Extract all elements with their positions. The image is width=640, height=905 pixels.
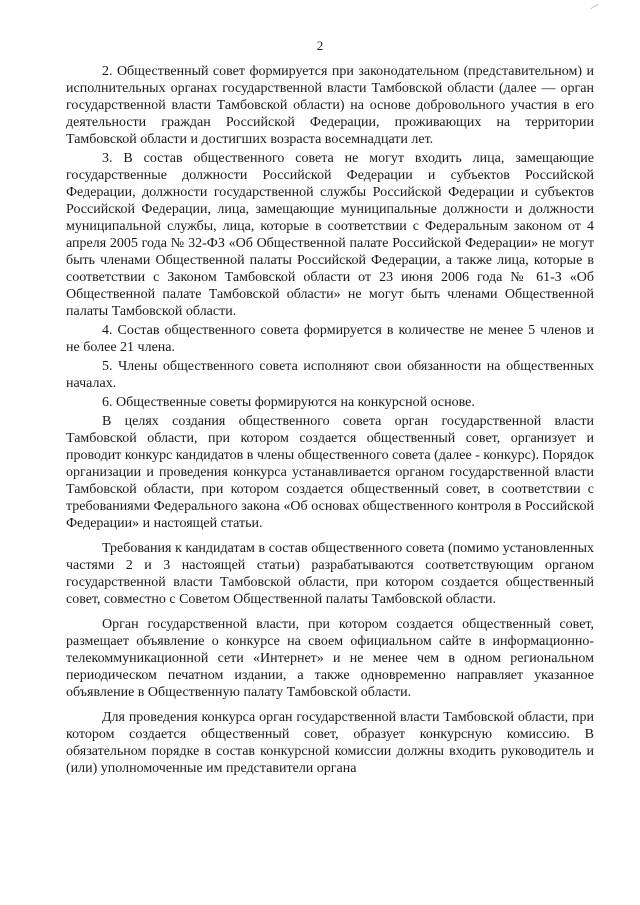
paragraph-clause-6: 6. Общественные советы формируются на конкурсной основе. (102, 395, 475, 410)
paragraph-contest-announcement: Орган государственной власти, при котором создается общественный совет, размещает объявление о конкурсе на своем официальном сайте в информационно-телекоммуникационной сети «Интернет» и не менее чем в одном региональном периодическом печатном издании, а также одновременно направляет указанное объявление в Общественную палату Тамбовской области. (66, 617, 594, 700)
paragraph-clause-5: 5. Члены общественного совета исполняют свои обязанности на общественных началах. (66, 359, 594, 391)
paragraph-contest-commission: Для проведения конкурса орган государственной власти Тамбовской области, при котором создается общественный совет, образует конкурсную комиссию. В обязательном порядке в состав конкурсной комиссии должны входить руководитель и (или) уполномоченные им представители органа (66, 710, 594, 776)
paragraph-clause-2: 2. Общественный совет формируется при законодательном (представительном) и исполнительных органах государственной власти Тамбовской области (далее — орган государственной власти Тамбовской области) на основе добровольного участия в его деятельности граждан Российской Федерации, проживающих на территории Тамбовской области и достигших возраста восемнадцати лет. (66, 64, 594, 147)
paragraph-candidate-requirements: Требования к кандидатам в состав общественного совета (помимо установленных частями 2 и 3 настоящей статьи) разрабатываются соответствующим органом государственной власти Тамбовской области, при котором создается общественный совет, совместно с Советом Общественной палаты Тамбовской области. (66, 541, 594, 607)
paragraph-clause-3: 3. В состав общественного совета не могут входить лица, замещающие государственные должности Российской Федерации и субъектов Российской Федерации, должности государственной службы Российской Федерации и субъектов Российской Федерации, лица, замещающие муниципальные должности и должности муниципальной службы, лица, которые в соответствии с Федеральным законом от 4 апреля 2005 года № 32-ФЗ «Об Общественной палате Российской Федерации» не могут быть членами Общественной палаты Российской Федерации, а также лица, которые в соответствии с Законом Тамбовской области от 23 июня 2006 года № 61-З «Об Общественной палате Тамбовской области» не могут быть членами Общественной палаты Тамбовской области. (66, 151, 594, 319)
scan-mark (590, 4, 598, 9)
paragraph-contest-organization: В целях создания общественного совета орган государственной власти Тамбовской области, при котором создается общественный совет, организует и проводит конкурс кандидатов в члены общественного совета (далее - конкурс). Порядок организации и проведения конкурса устанавливается органом государственной власти Тамбовской области, при котором создается общественный совет, в соответствии с требованиями Федерального закона «Об основах общественного контроля в Российской Федерации» и настоящей статьи. (66, 414, 594, 531)
paragraph-clause-4: 4. Состав общественного совета формируется в количестве не менее 5 членов и не более 21 члена. (66, 323, 594, 355)
page-number: 2 (316, 38, 324, 53)
document-body (66, 63, 594, 779)
